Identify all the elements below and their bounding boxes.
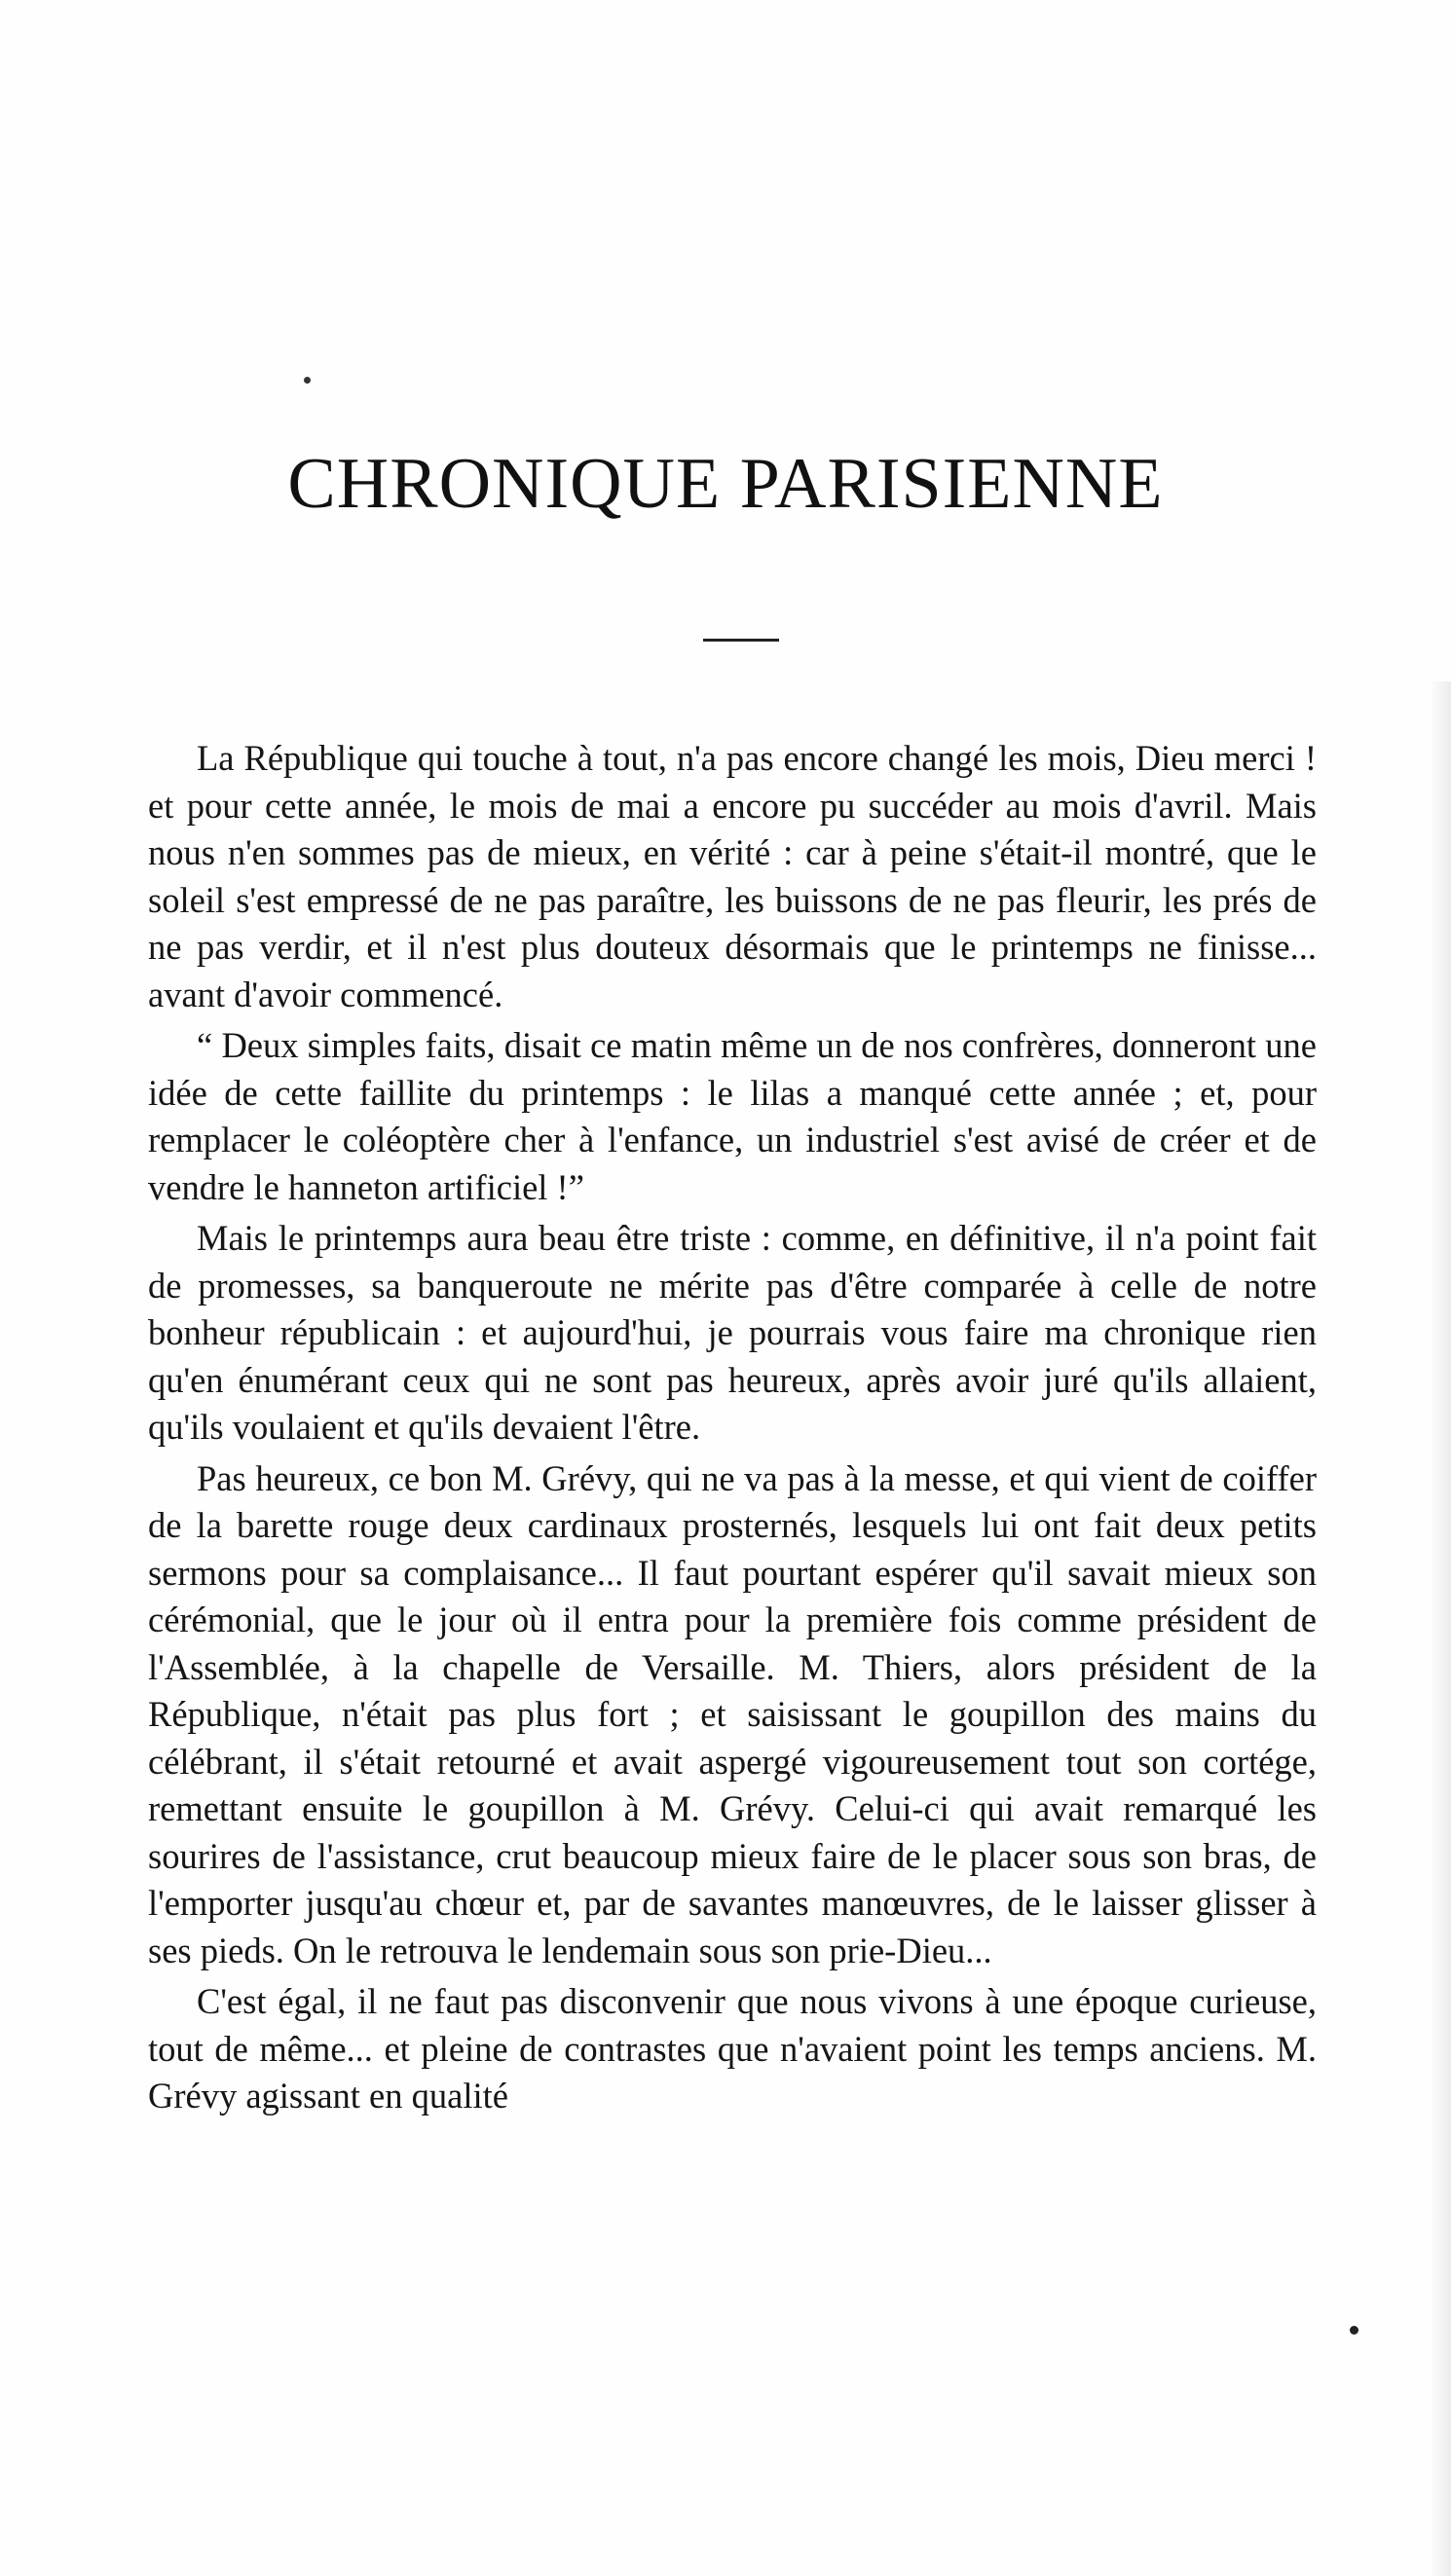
paragraph-1: La République qui touche à tout, n'a pas encore changé les mois, Dieu merci ! et pour cette année, le mois de mai a encore pu succéder au mois d'avril. Mais nous n'en sommes pas de mieux, en vérité : car à peine s'était-il montré, que le soleil s'est empressé de ne pas paraître, les buissons de ne pas fleurir, les prés de ne pas verdir, et il n'est plus douteux désormais que le printemps ne finisse... avant d'avoir commencé. <box>148 738 1317 1014</box>
page-edge-shadow <box>1430 681 1451 2576</box>
paragraph-3: Mais le printemps aura beau être triste : comme, en définitive, il n'a point fait de promesses, sa banqueroute ne mérite pas d'être comparée à celle de notre bonheur républicain : et aujourd'hui, je pourrais vous faire ma chronique rien qu'en énumérant ceux qui ne sont pas heureux, après avoir juré qu'ils allaient, qu'ils voulaient et qu'ils devaient l'être. <box>148 1218 1317 1447</box>
chapter-title: CHRONIQUE PARISIENNE <box>287 444 1164 524</box>
title-divider-rule <box>703 639 779 642</box>
ink-speck <box>304 377 311 384</box>
margin-ink-dot <box>1350 2326 1358 2335</box>
paragraph-2: “ Deux simples faits, disait ce matin même un de nos confrères, donneront une idée de cette faillite du printemps : le lilas a manqué cette année ; et, pour remplacer le coléoptère cher à l'enfance, un industriel s'est avisé de créer et de vendre le hanneton artificiel !” <box>148 1025 1317 1207</box>
paragraph-5: C'est égal, il ne faut pas disconvenir que nous vivons à une époque curieuse, tout de même... et pleine de contrastes que n'avaient point les temps anciens. M. Grévy agissant en qualité <box>148 1981 1317 2116</box>
body-text <box>148 735 1317 2120</box>
paragraph-4: Pas heureux, ce bon M. Grévy, qui ne va pas à la messe, et qui vient de coiffer de la barette rouge deux cardinaux prosternés, lesquels lui ont fait deux petits sermons pour sa complaisance... Il faut pourtant espérer qu'il savait mieux son cérémonial, que le jour où il entra pour la première fois comme président de l'Assemblée, à la chapelle de Versaille. M. Thiers, alors président de la République, n'était pas plus fort ; et saisissant le goupillon des mains du célébrant, il s'était retourné et avait aspergé vigoureusement tout son cortége, remettant ensuite le goupillon à M. Grévy. Celui-ci qui avait remarqué les sourires de l'assistance, crut beaucoup mieux faire de le placer sous son bras, de l'emporter jusqu'au chœur et, par de savantes manœuvres, de le laisser glisser à ses pieds. On le retrouva le lendemain sous son prie-Dieu... <box>148 1457 1317 1970</box>
